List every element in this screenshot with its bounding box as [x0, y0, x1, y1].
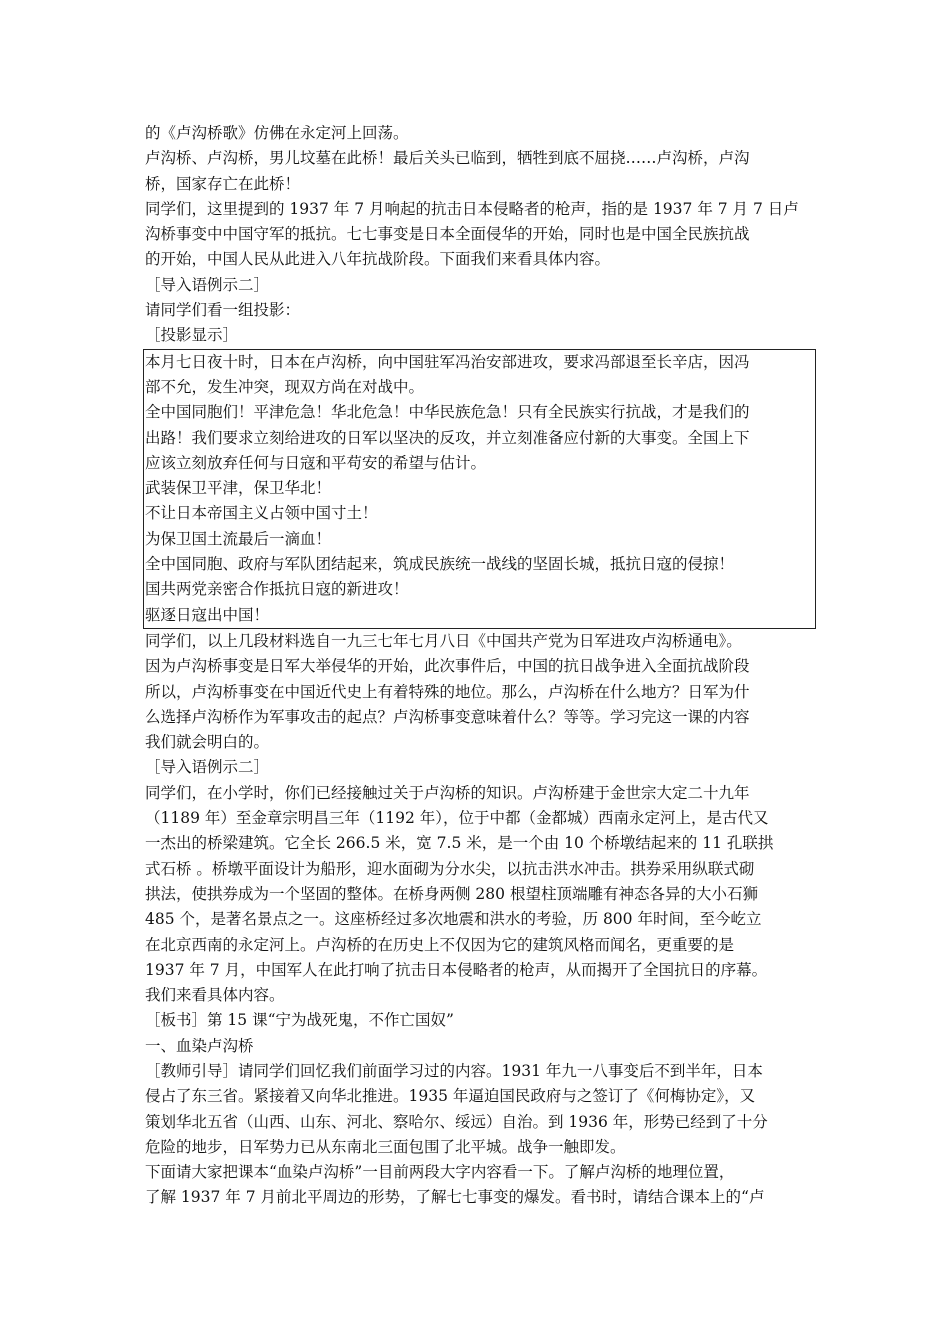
text-line: 的《卢沟桥歌》仿佛在永定河上回荡。: [145, 124, 409, 142]
text-line: 么选择卢沟桥作为军事攻击的起点？卢沟桥事变意味着什么？等等。学习完这一课的内容: [145, 707, 750, 726]
document-body: [145, 121, 820, 1211]
text-line: 桥，国家存亡在此桥！: [145, 174, 301, 193]
quote-line: 全中国同胞们！平津危急！华北危急！中华民族危急！只有全民族实行抗战，才是我们的: [145, 403, 750, 422]
text-line: 下面请大家把课本“血染卢沟桥”一目前两段大字内容看一下。了解卢沟桥的地理位置，: [145, 1163, 735, 1182]
text-line: 危险的地步，日军势力已从东南北三面包围了北平城。战争一触即发。: [145, 1137, 626, 1156]
quote-line: 驱逐日寇出中国！: [145, 605, 270, 624]
text-line: （1189 年）至金章宗明昌三年（1192 年），位于中都（金都城）西南永定河上，是古代又: [145, 809, 769, 828]
text-line: 因为卢沟桥事变是日军大举侵华的开始，此次事件后，中国的抗日战争进入全面抗战阶段: [145, 657, 750, 676]
quote-line: 不让日本帝国主义占领中国寸土！: [145, 504, 378, 523]
text-line: ［教师引导］请同学们回忆我们前面学习过的内容。1931 年九一八事变后不到半年，日本: [145, 1061, 763, 1080]
quote-line: 本月七日夜十时，日本在卢沟桥，向中国驻军冯治安部进攻，要求冯部退至长辛店，因冯: [145, 352, 750, 371]
text-line: 式石桥 。桥墩平面设计为船形，迎水面砌为分水尖，以抗击洪水冲击。拱券采用纵联式砌: [145, 859, 755, 878]
text-line: 侵占了东三省。紧接着又向华北推进。1935 年逼迫国民政府与之签订了《何梅协定》，又: [145, 1087, 756, 1106]
section-heading: ［导入语例示二］: [145, 275, 270, 294]
quote-line: 为保卫国土流最后一滴血！: [145, 529, 332, 548]
text-line: 的开始，中国人民从此进入八年抗战阶段。下面我们来看具体内容。: [145, 250, 611, 269]
board-title: ［板书］第 15 课“宁为战死鬼，不作亡国奴”: [145, 1011, 454, 1030]
section-heading: ［投影显示］: [145, 326, 239, 345]
projection-quote-box: [143, 349, 816, 629]
text-line: 卢沟桥、卢沟桥，男儿坟墓在此桥！最后关头已临到，牺牲到底不屈挠……卢沟桥，卢沟: [145, 149, 750, 168]
text-line: 485 个，是著名景点之一。这座桥经过多次地震和洪水的考验，历 800 年时间，至今屹立: [145, 910, 762, 929]
lesson-text: [145, 629, 820, 1211]
text-line: 同学们，以上几段材料选自一九三七年七月八日《中国共产党为日军进攻卢沟桥通电》。: [145, 631, 742, 650]
quote-line: 部不允，发生冲突，现双方尚在对战中。: [145, 377, 425, 396]
quote-line: 武装保卫平津，保卫华北！: [145, 479, 332, 498]
text-line: 一杰出的桥梁建筑。它全长 266.5 米，宽 7.5 米，是一个由 10 个桥墩结起来的 11 孔联拱: [145, 834, 774, 853]
text-line: 同学们，在小学时，你们已经接触过关于卢沟桥的知识。卢沟桥建于金世宗大定二十九年: [145, 783, 750, 802]
section-heading: ［导入语例示二］: [145, 758, 270, 777]
quote-line: 应该立刻放弃任何与日寇和平苟安的希望与估计。: [145, 453, 487, 472]
text-line: 请同学们看一组投影：: [145, 301, 301, 320]
intro-text: [145, 121, 820, 349]
text-line: 了解 1937 年 7 月前北平周边的形势，了解七七事变的爆发。看书时，请结合课本上的“卢: [145, 1188, 765, 1207]
text-line: 我们就会明白的。: [145, 733, 270, 752]
text-line: 沟桥事变中中国守军的抵抗。七七事变是日本全面侵华的开始，同时也是中国全民族抗战: [145, 225, 750, 244]
text-line: 拱法，使拱券成为一个坚固的整体。在桥身两侧 280 根望柱顶端雕有神态各异的大小石狮: [145, 884, 758, 903]
subsection-heading: 一、血染卢沟桥: [145, 1036, 254, 1055]
quote-line: 全中国同胞、政府与军队团结起来，筑成民族统一战线的坚固长城，抵抗日寇的侵掠！: [145, 555, 735, 574]
text-line: 策划华北五省（山西、山东、河北、察哈尔、绥远）自治。到 1936 年，形势已经到了十分: [145, 1112, 768, 1131]
text-line: 我们来看具体内容。: [145, 986, 285, 1005]
quote-line: 国共两党亲密合作抵抗日寇的新进攻！: [145, 580, 409, 599]
quote-line: 出路！我们要求立刻给进攻的日军以坚决的反攻，并立刻准备应付新的大事变。全国上下: [145, 428, 750, 447]
text-line: 在北京西南的永定河上。卢沟桥的在历史上不仅因为它的建筑风格而闻名，更重要的是: [145, 935, 735, 954]
text-line: 同学们，这里提到的 1937 年 7 月响起的抗击日本侵略者的枪声，指的是 1937 年 7 月 7 日卢: [145, 199, 799, 218]
text-line: 所以，卢沟桥事变在中国近代史上有着特殊的地位。那么，卢沟桥在什么地方？日军为什: [145, 682, 750, 701]
text-line: 1937 年 7 月，中国军人在此打响了抗击日本侵略者的枪声，从而揭开了全国抗日的序幕。: [145, 960, 768, 979]
